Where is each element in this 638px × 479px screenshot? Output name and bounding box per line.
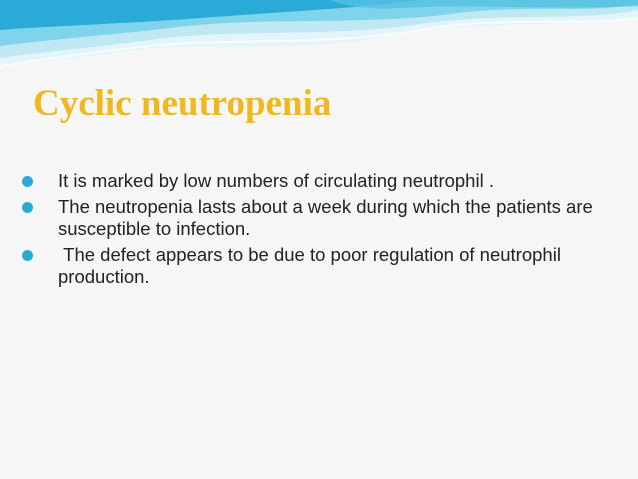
bullet-item xyxy=(22,196,612,240)
header-wave-decoration xyxy=(0,0,638,80)
bullet-list xyxy=(22,170,612,292)
bullet-item xyxy=(22,244,612,288)
bullet-text: The defect appears to be due to poor regulation of neutrophil production. xyxy=(58,244,567,287)
bullet-text: The neutropenia lasts about a week during which the patients are susceptible to infection. xyxy=(58,196,593,239)
bullet-dot-icon xyxy=(22,176,33,187)
bullet-text: It is marked by low numbers of circulating neutrophil . xyxy=(58,170,494,191)
bullet-item xyxy=(22,170,612,192)
bullet-dot-icon xyxy=(22,250,33,261)
slide-title: Cyclic neutropenia xyxy=(33,83,332,124)
bullet-dot-icon xyxy=(22,202,33,213)
